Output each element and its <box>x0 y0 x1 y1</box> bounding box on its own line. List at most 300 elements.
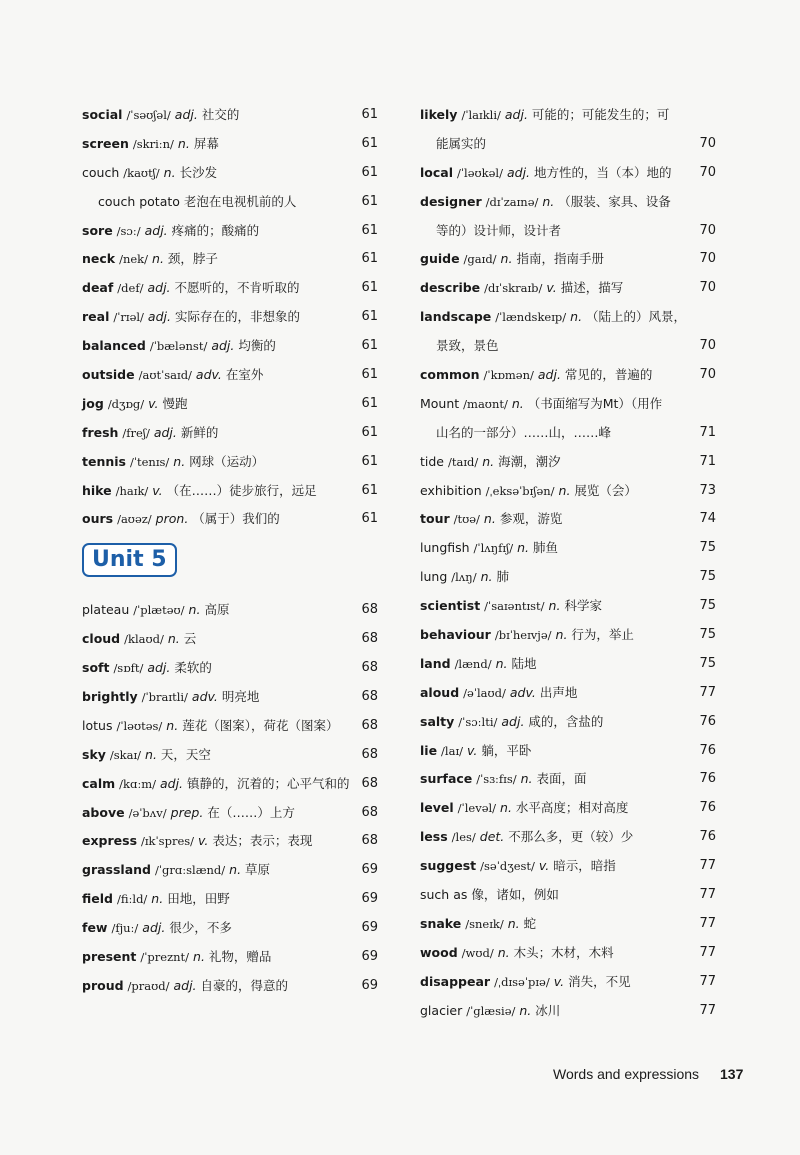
entry-text <box>82 943 271 972</box>
chinese-meaning: 常见的，普遍的 <box>564 367 653 383</box>
headword: hike <box>82 482 112 498</box>
headword: soft <box>82 660 110 676</box>
headword: Mount <box>420 395 460 411</box>
vocab-entry <box>420 650 716 679</box>
phonetic: /dɪˈzaɪnə/ <box>485 194 539 209</box>
page-reference: 77 <box>699 887 716 903</box>
page-reference: 74 <box>699 511 716 527</box>
headword: screen <box>82 135 129 151</box>
page-reference: 68 <box>361 660 378 676</box>
page-reference: 61 <box>361 222 378 238</box>
vocab-entry <box>420 737 716 766</box>
entry-text <box>420 390 662 419</box>
chinese-meaning: 科学家 <box>564 598 602 614</box>
chinese-meaning: 礼物，赠品 <box>208 949 272 965</box>
chinese-meaning: 屏幕 <box>193 135 219 151</box>
entry-text <box>420 650 536 679</box>
vocab-entry <box>82 390 378 419</box>
page-reference: 61 <box>361 453 378 469</box>
page-reference: 61 <box>361 280 378 296</box>
part-of-speech: v. <box>148 395 159 411</box>
entry-text <box>420 505 562 534</box>
chinese-meaning: 柔软的 <box>174 660 212 676</box>
vocab-entry <box>82 683 378 712</box>
vocab-entry <box>82 654 378 683</box>
part-of-speech: adj. <box>144 222 168 238</box>
headword: land <box>420 655 451 671</box>
part-of-speech: n. <box>520 771 533 787</box>
page-reference: 68 <box>361 804 378 820</box>
vocab-entry <box>82 332 378 361</box>
page-reference: 77 <box>699 684 716 700</box>
entry-text <box>82 419 218 448</box>
headword: snake <box>420 915 462 931</box>
page-reference: 70 <box>699 338 716 354</box>
phonetic: /ˈrɪəl/ <box>113 310 144 325</box>
page-reference: 61 <box>361 193 378 209</box>
page-reference: 68 <box>361 689 378 705</box>
entry-text <box>420 852 616 881</box>
page-reference: 68 <box>361 602 378 618</box>
headword: present <box>82 949 137 965</box>
entry-text <box>420 679 577 708</box>
headword: lung <box>420 569 448 585</box>
entry-text <box>82 274 300 303</box>
phonetic: /ˈpreznt/ <box>140 950 190 965</box>
phonetic: /ˈglæsiə/ <box>466 1003 516 1018</box>
chinese-meaning: 景致，景色 <box>436 338 499 354</box>
entry-text <box>82 159 217 188</box>
page-reference: 76 <box>699 713 716 729</box>
vocab-entry <box>420 910 716 939</box>
chinese-meaning: 消失，不见 <box>568 973 631 989</box>
part-of-speech: n. <box>500 800 512 816</box>
headword: balanced <box>82 338 146 354</box>
page-reference: 75 <box>699 627 716 643</box>
entry-text <box>82 390 187 419</box>
part-of-speech: adj. <box>501 713 525 729</box>
part-of-speech: n. <box>188 602 201 618</box>
vocab-entry <box>82 361 378 390</box>
entry-text <box>82 770 350 799</box>
entry-text <box>82 101 239 130</box>
vocab-entry <box>420 592 716 621</box>
part-of-speech: adj. <box>147 309 171 325</box>
phonetic: /ˈsɔːlti/ <box>458 714 498 729</box>
chinese-meaning: （属于）我们的 <box>192 511 280 527</box>
phonetic: /taɪd/ <box>447 454 479 469</box>
headword: less <box>420 829 448 845</box>
chinese-meaning: 展览（会） <box>574 482 637 498</box>
headword: aloud <box>420 684 460 700</box>
entry-text <box>82 741 211 770</box>
page-reference: 61 <box>361 135 378 151</box>
page-reference: 76 <box>699 829 716 845</box>
chinese-meaning: 不那么多，更（较）少 <box>508 829 634 845</box>
vocab-entry <box>420 188 716 217</box>
headword: such as <box>420 887 468 903</box>
page-reference: 71 <box>699 453 716 469</box>
headword: jog <box>82 395 104 411</box>
phonetic: /klaʊd/ <box>124 632 164 647</box>
chinese-meaning: 均衡的 <box>238 338 276 354</box>
part-of-speech: n. <box>483 511 496 527</box>
part-of-speech: adj. <box>159 775 184 791</box>
headword: field <box>82 891 113 907</box>
phonetic: /skaɪ/ <box>109 747 142 762</box>
page-reference: 70 <box>699 367 716 383</box>
chinese-meaning: 田地，田野 <box>167 891 230 907</box>
page-reference: 61 <box>361 395 378 411</box>
vocab-entry <box>420 159 716 188</box>
phonetic: /əˈlaʊd/ <box>463 685 506 700</box>
entry-text <box>420 708 603 737</box>
entry-text <box>420 823 633 852</box>
chinese-meaning: 疼痛的；酸痛的 <box>171 222 260 238</box>
chinese-meaning: 草原 <box>245 862 271 878</box>
chinese-meaning: 咸的，含盐的 <box>528 713 604 729</box>
page-reference: 68 <box>361 746 378 762</box>
headword: outside <box>82 367 135 383</box>
chinese-meaning: 长沙发 <box>179 164 218 180</box>
part-of-speech: v. <box>152 482 163 498</box>
chinese-meaning: 明亮地 <box>221 689 260 705</box>
vocab-entry <box>82 914 378 943</box>
headword: social <box>82 107 123 122</box>
phonetic: /ˈlændskeɪp/ <box>495 310 567 325</box>
entry-text <box>82 596 229 625</box>
page-reference: 61 <box>361 367 378 383</box>
chinese-meaning: （书面缩写为Mt）（用作 <box>527 395 663 411</box>
right-column <box>420 101 716 1026</box>
vocab-entry <box>82 972 378 1001</box>
headword: suggest <box>420 858 477 874</box>
phonetic: /aʊtˈsaɪd/ <box>138 368 192 383</box>
chinese-meaning: 云 <box>183 631 197 647</box>
part-of-speech: n. <box>558 482 571 498</box>
phonetic: /fiːld/ <box>116 892 148 907</box>
vocab-entry <box>82 712 378 741</box>
chinese-meaning: 暗示，暗指 <box>553 858 616 874</box>
page-reference: 61 <box>361 424 378 440</box>
part-of-speech: n. <box>229 862 242 878</box>
part-of-speech: n. <box>517 540 529 556</box>
chinese-meaning: 很少，不多 <box>169 920 232 936</box>
part-of-speech: n. <box>497 944 510 960</box>
headword: fresh <box>82 424 119 440</box>
phonetic: /aʊəz/ <box>117 512 152 527</box>
entry-text <box>82 448 264 477</box>
part-of-speech: n. <box>152 251 164 267</box>
part-of-speech: adv. <box>509 684 536 700</box>
entry-text <box>420 477 637 506</box>
part-of-speech: adj. <box>142 920 166 936</box>
part-of-speech: adv. <box>195 367 222 383</box>
headword: level <box>420 800 454 816</box>
vocab-entry <box>420 245 716 274</box>
headword: tide <box>420 453 444 469</box>
page-reference: 69 <box>361 891 378 907</box>
entry-text <box>82 654 212 683</box>
chinese-meaning: 指南，指南手册 <box>516 251 604 267</box>
entry-text <box>82 361 263 390</box>
headword: salty <box>420 713 455 729</box>
page-reference: 61 <box>361 164 378 180</box>
page-reference: 71 <box>699 424 716 440</box>
footer-page-number: 137 <box>720 1066 744 1082</box>
entry-text <box>420 737 531 766</box>
phonetic: /ˈlʌŋfɪʃ/ <box>473 541 514 556</box>
vocab-entry <box>82 625 378 654</box>
entry-text <box>82 683 259 712</box>
part-of-speech: n. <box>167 631 180 647</box>
phonetic: /ˌeksəˈbɪʃən/ <box>485 483 555 498</box>
phonetic: /fjuː/ <box>111 921 139 936</box>
phonetic: /wʊd/ <box>461 945 494 960</box>
chinese-meaning: 肺 <box>496 569 509 585</box>
headword: disappear <box>420 973 491 989</box>
part-of-speech: v. <box>546 280 557 296</box>
chinese-meaning: 描述，描写 <box>560 280 624 296</box>
phonetic: /freʃ/ <box>122 425 150 440</box>
part-of-speech: v. <box>553 973 565 989</box>
chinese-meaning: 水平高度；相对高度 <box>515 800 629 816</box>
chinese-meaning: 表达；表示；表现 <box>212 833 313 849</box>
part-of-speech: n. <box>145 746 157 762</box>
entry-text <box>98 188 296 217</box>
phonetic: /ˈtenɪs/ <box>129 454 170 469</box>
phonetic: /gaɪd/ <box>463 252 497 267</box>
chinese-meaning: 木头；木材，木料 <box>513 944 614 960</box>
entry-text <box>82 245 218 274</box>
part-of-speech: v. <box>198 833 209 849</box>
page-reference: 70 <box>699 164 716 180</box>
vocab-entry <box>420 765 716 794</box>
page-reference: 75 <box>699 540 716 556</box>
part-of-speech: n. <box>495 655 508 671</box>
phonetic: /ˈlevəl/ <box>457 801 497 816</box>
entry-text <box>82 625 196 654</box>
part-of-speech: adv. <box>191 689 218 705</box>
headword: cloud <box>82 631 121 647</box>
part-of-speech: adj. <box>147 280 171 296</box>
headword: few <box>82 920 108 936</box>
headword: ours <box>82 511 114 527</box>
headword: lie <box>420 742 438 758</box>
phonetic: /lʌŋ/ <box>451 570 477 585</box>
chinese-meaning: （服装、家具、设备 <box>558 193 671 209</box>
phonetic: /ˈlaɪkli/ <box>461 108 501 122</box>
phonetic: /dʒɒg/ <box>107 396 145 411</box>
vocab-entry <box>420 823 716 852</box>
phonetic: /ˈləʊkəl/ <box>457 165 503 180</box>
phonetic: /ˌdɪsəˈpɪə/ <box>494 974 550 989</box>
part-of-speech: n. <box>507 915 520 931</box>
part-of-speech: v. <box>538 858 550 874</box>
page-reference: 69 <box>361 977 378 993</box>
phonetic: /ˈləʊtəs/ <box>116 718 163 733</box>
headword: plateau <box>82 602 130 618</box>
page-reference: 61 <box>361 251 378 267</box>
phonetic: /ˈsɜːfɪs/ <box>476 772 517 787</box>
page-reference: 61 <box>361 107 378 122</box>
chinese-meaning: 社交的 <box>201 107 240 122</box>
vocab-entry <box>420 794 716 823</box>
part-of-speech: n. <box>500 251 513 267</box>
entry-text <box>420 245 604 274</box>
phonetic: /tʊə/ <box>453 512 480 527</box>
part-of-speech: adj. <box>506 164 531 180</box>
chinese-meaning: 自豪的，得意的 <box>200 977 289 993</box>
page-reference: 68 <box>361 833 378 849</box>
vocab-entry <box>420 101 716 130</box>
part-of-speech: adj. <box>174 107 198 122</box>
headword: surface <box>420 771 473 787</box>
page-reference: 68 <box>361 631 378 647</box>
phonetic: /def/ <box>117 281 144 296</box>
chinese-meaning: （陆上的）风景， <box>586 309 687 325</box>
headword: above <box>82 804 125 820</box>
chinese-meaning: 在（……）上方 <box>207 804 295 820</box>
headword: brightly <box>82 689 138 705</box>
vocab-entry <box>420 477 716 506</box>
chinese-meaning: 在室外 <box>225 367 264 383</box>
part-of-speech: n. <box>511 395 524 411</box>
page-reference: 69 <box>361 862 378 878</box>
phonetic: /kɑːm/ <box>119 776 156 791</box>
vocab-entry <box>82 827 378 856</box>
page-reference: 76 <box>699 771 716 787</box>
chinese-meaning: 地方性的，当（本）地的 <box>534 164 672 180</box>
phonetic: /ˈbælənst/ <box>149 339 208 354</box>
phonetic: /maʊnt/ <box>463 396 508 411</box>
vocab-entry <box>420 130 716 159</box>
headword: landscape <box>420 309 492 325</box>
chinese-meaning: 山名的一部分）……山，……峰 <box>436 424 612 440</box>
part-of-speech: n. <box>519 1002 532 1018</box>
page-reference: 77 <box>699 858 716 874</box>
phonetic: /sneɪk/ <box>465 916 504 931</box>
chinese-meaning: 参观，游览 <box>499 511 563 527</box>
phonetic: /ˈgrɑːslænd/ <box>154 863 226 878</box>
phonetic: /nek/ <box>119 252 149 267</box>
headword: grassland <box>82 862 151 878</box>
page-reference: 70 <box>699 280 716 296</box>
page-reference: 76 <box>699 800 716 816</box>
page-reference: 75 <box>699 598 716 614</box>
entry-text <box>82 827 312 856</box>
vocab-entry <box>82 885 378 914</box>
vocab-entry <box>82 130 378 159</box>
entry-text <box>82 477 317 506</box>
headword: glacier <box>420 1002 463 1018</box>
phonetic: /kaʊtʃ/ <box>123 165 160 180</box>
entry-text <box>436 419 611 448</box>
entry-text <box>82 885 230 914</box>
entry-text <box>420 274 623 303</box>
vocab-entry <box>82 770 378 799</box>
vocab-entry <box>82 505 378 534</box>
page-reference: 77 <box>699 915 716 931</box>
vocab-entry <box>420 274 716 303</box>
vocab-entry <box>82 101 378 130</box>
phonetic: /sɔː/ <box>116 223 141 238</box>
vocab-entry <box>420 534 716 563</box>
chinese-meaning: 高原 <box>204 602 230 618</box>
headword: behaviour <box>420 627 491 643</box>
part-of-speech: n. <box>177 135 190 151</box>
footer-section-label: Words and expressions <box>553 1066 700 1082</box>
phonetic: /səˈdʒest/ <box>480 859 535 874</box>
vocab-entry <box>420 419 716 448</box>
headword: neck <box>82 251 116 267</box>
phonetic: /bɪˈheɪvjə/ <box>494 628 552 643</box>
entry-text <box>82 799 295 828</box>
part-of-speech: det. <box>479 829 505 845</box>
page-reference: 75 <box>699 569 716 585</box>
chinese-meaning: 能属实的 <box>436 135 487 151</box>
chinese-meaning: 行为，举止 <box>571 627 634 643</box>
chinese-meaning: 陆地 <box>511 655 537 671</box>
page-reference: 61 <box>361 511 378 527</box>
part-of-speech: prep. <box>170 804 204 820</box>
entry-text <box>436 217 561 246</box>
phonetic: /ɪkˈspres/ <box>141 834 195 849</box>
headword: tennis <box>82 453 126 469</box>
headword: describe <box>420 280 481 296</box>
vocab-entry <box>82 799 378 828</box>
vocab-entry <box>420 448 716 477</box>
headword: couch potato <box>98 193 180 209</box>
phonetic: /sɒft/ <box>113 661 144 676</box>
entry-text <box>82 332 276 361</box>
chinese-meaning: 不愿听的，不肯听取的 <box>174 280 300 296</box>
entry-text <box>420 188 671 217</box>
phonetic: /ˈkɒmən/ <box>483 368 534 383</box>
chinese-meaning: 肺鱼 <box>532 540 558 556</box>
headword: designer <box>420 193 482 209</box>
page-reference: 76 <box>699 742 716 758</box>
vocab-entry <box>420 939 716 968</box>
vocab-entry <box>420 563 716 592</box>
headword: proud <box>82 977 124 993</box>
page-reference: 61 <box>361 338 378 354</box>
chinese-meaning: 网球（运动） <box>189 453 265 469</box>
vocab-entry <box>420 997 716 1026</box>
entry-text <box>420 448 561 477</box>
part-of-speech: n. <box>570 309 583 325</box>
phonetic: /haɪk/ <box>115 483 149 498</box>
vocab-entry <box>420 621 716 650</box>
unit-badge: Unit 5 <box>82 543 177 577</box>
entry-text <box>82 856 270 885</box>
phonetic: /skriːn/ <box>132 136 174 151</box>
chinese-meaning: 镇静的，沉着的；心平气和的 <box>187 775 350 791</box>
page-reference: 77 <box>699 944 716 960</box>
vocab-entry <box>420 881 716 910</box>
chinese-meaning: 表面，面 <box>536 771 587 787</box>
entry-text <box>436 332 499 361</box>
page-reference: 77 <box>699 1002 716 1018</box>
chinese-meaning: 颈，脖子 <box>167 251 218 267</box>
phonetic: /laɪ/ <box>441 743 464 758</box>
left-column <box>82 101 378 1001</box>
chinese-meaning: 像，诸如，例如 <box>471 887 559 903</box>
headword: express <box>82 833 138 849</box>
vocab-entry <box>420 217 716 246</box>
headword: scientist <box>420 598 481 614</box>
part-of-speech: n. <box>548 598 561 614</box>
